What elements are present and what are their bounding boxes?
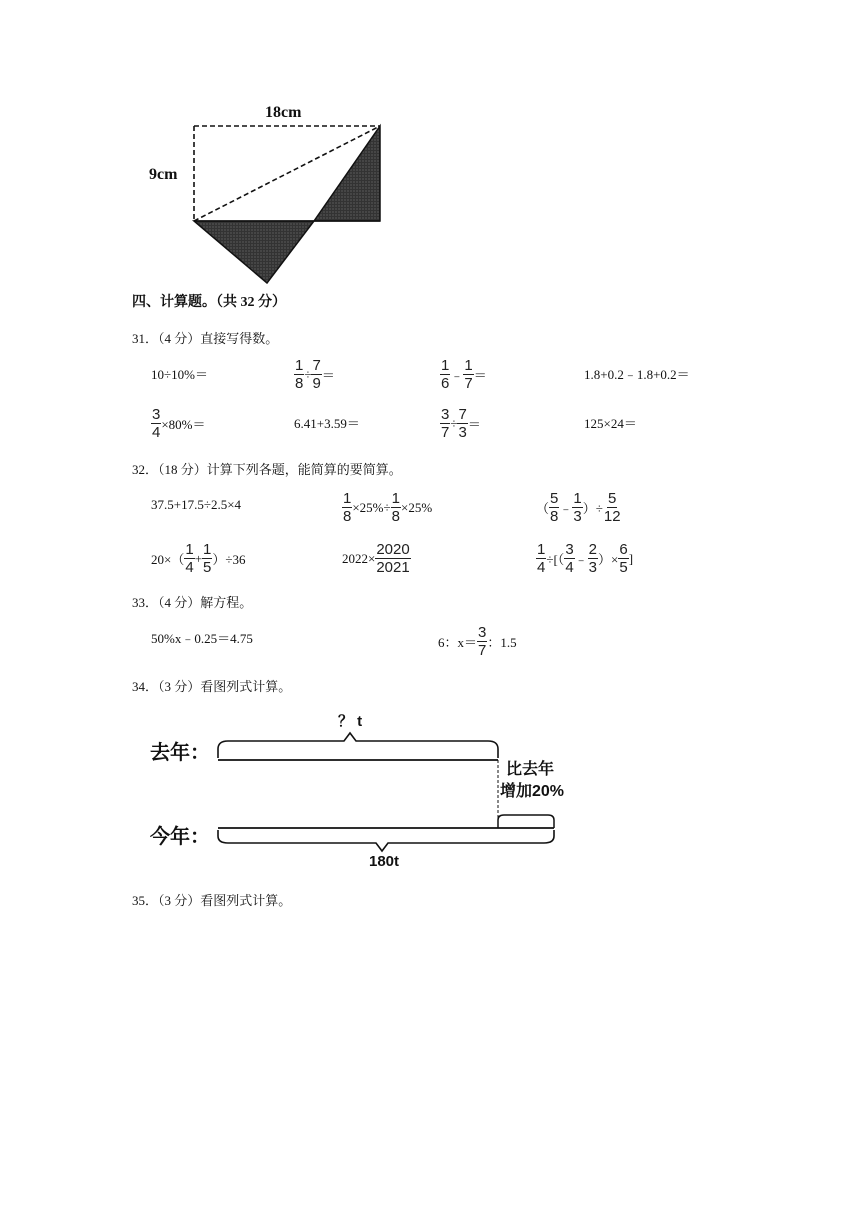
fraction: $\frac{7}{3}$ [458, 406, 467, 441]
q32-title: 32．（18 分）计算下列各题，能简算的要简算。 [132, 462, 402, 477]
fraction: $\frac{1}{4}$ [185, 541, 194, 576]
side-length-label: 9cm [149, 166, 178, 183]
increase-label-line1: 比去年 [506, 761, 555, 778]
q33-equation-1: 50%x﹣0.25＝4.75 [151, 631, 253, 646]
q31-item-7: $\frac{3}{7}$ ÷ $\frac{7}{3}$ ＝ [441, 406, 481, 441]
fraction: $\frac{1}{7}$ [464, 357, 473, 392]
q33-equation-2: 6：x＝ $\frac{3}{7}$ ：1.5 [438, 624, 517, 659]
fraction: $\frac{7}{9}$ [312, 357, 321, 392]
fraction: $\frac{3}{7}$ [441, 406, 450, 441]
q31-item-3: $\frac{1}{6}$ ﹣ $\frac{1}{7}$ ＝ [441, 357, 487, 392]
q32-expr-6: $\frac{1}{4}$ ÷[（ $\frac{3}{4}$ ﹣ $\frac{2}{3}$ ）× $\frac{6}{5}$ ] [537, 541, 634, 576]
q31-item-5: $\frac{3}{4}$ ×80%＝ [152, 406, 206, 441]
fraction: $\frac{6}{5}$ [619, 541, 628, 576]
q32-expr-5: 2022× $\frac{2020}{2021}$ [342, 541, 410, 576]
fraction: $\frac{3}{7}$ [478, 624, 487, 659]
geometry-drawing [149, 103, 383, 284]
last-year-label: 去年： [150, 742, 210, 764]
q33-title: 33．（4 分）解方程。 [132, 595, 253, 610]
q31-item-8: 125×24＝ [584, 416, 637, 431]
q31-title: 31．（4 分）直接写得数。 [132, 331, 279, 346]
q32-expr-4: 20×（ $\frac{1}{4}$ + $\frac{1}{5}$ ）÷36 [151, 541, 246, 576]
q31-item-6: 6.41+3.59＝ [294, 416, 360, 431]
fraction: $\frac{2020}{2021}$ [376, 541, 410, 576]
total-label: 180t [369, 853, 400, 870]
fraction: $\frac{1}{8}$ [391, 490, 400, 525]
fraction: $\frac{1}{6}$ [441, 357, 450, 392]
fraction: $\frac{3}{4}$ [565, 541, 574, 576]
increase-label-line2: 增加20% [500, 783, 565, 800]
q31-item-4: 1.8+0.2﹣1.8+0.2＝ [584, 367, 690, 382]
fraction: $\frac{1}{5}$ [203, 541, 212, 576]
this-year-label: 今年： [150, 826, 210, 848]
fraction: $\frac{2}{3}$ [588, 541, 598, 576]
line-segment-diagram [148, 712, 580, 872]
q31-item-1: 10÷10%＝ [151, 367, 208, 382]
fraction: $\frac{1}{4}$ [537, 541, 546, 576]
unknown-amount-label: ？ t [338, 713, 363, 730]
fraction: $\frac{1}{3}$ [573, 490, 582, 525]
q32-expr-1: 37.5+17.5÷2.5×4 [151, 497, 242, 512]
geometry-figure [149, 103, 383, 284]
q34-title: 34．（3 分）看图列式计算。 [132, 679, 292, 694]
fraction: $\frac{1}{8}$ [295, 357, 304, 392]
section-heading: 四、计算题。（共 32 分） [132, 295, 286, 310]
fraction: $\frac{5}{8}$ [550, 490, 559, 525]
q35-title: 35．（3 分）看图列式计算。 [132, 893, 292, 908]
q31-item-2: $\frac{1}{8}$ ÷ $\frac{7}{9}$ ＝ [295, 357, 335, 392]
fraction: $\frac{3}{4}$ [152, 406, 161, 441]
top-length-label: 18cm [265, 104, 302, 121]
fraction: $\frac{5}{12}$ [603, 490, 621, 525]
q32-expr-3: （ $\frac{5}{8}$ ﹣ $\frac{1}{3}$ ）÷ $\frac{5}{12}$ [536, 490, 621, 525]
fraction: $\frac{1}{8}$ [343, 490, 352, 525]
q32-expr-2: $\frac{1}{8}$ ×25%÷ $\frac{1}{8}$ ×25% [343, 490, 433, 525]
